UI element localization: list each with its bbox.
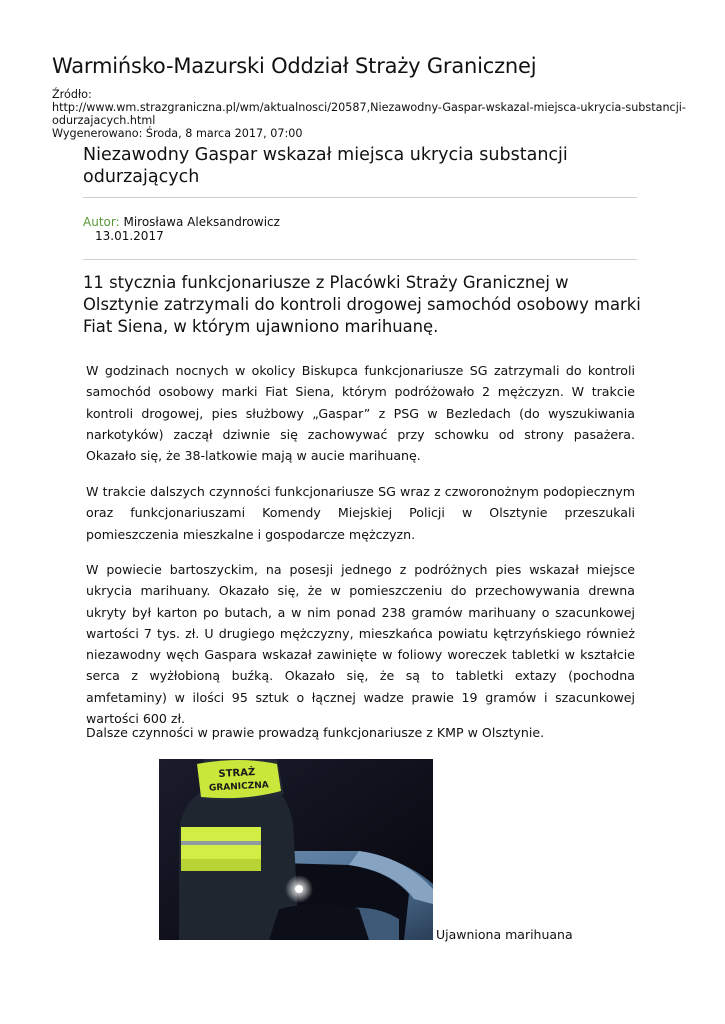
site-title: Warmińsko-Mazurski Oddział Straży Granicznej xyxy=(52,54,537,78)
divider-bottom xyxy=(83,259,637,260)
byline xyxy=(83,215,280,243)
photo-caption: Ujawniona marihuana xyxy=(436,927,573,942)
divider-top xyxy=(83,197,637,198)
paragraph-3: W powiecie bartoszyckim, na posesji jednego z podróżnych pies wskazał miejsce ukrycia marihuany. Okazało się, że w pomieszczeniu do przechowywania drewna ukryty był karton po butach, a w nim ponad 238 gramów marihuany o szacunkowej wartości 7 tys. zł. U drugiego mężczyzny, mieszkańca powiatu kętrzyńskiego również niezawodny węch Gaspara wskazał zawinięte w foliowy woreczek tabletki w kształcie serca z wyżłobioną buźką. Okazało się, że są to tabletki extazy (pochodna amfetaminy) w ilości 95 sztuk o łącznej wadze prawie 19 gramów i szacunkowej wartości 600 zł. xyxy=(86,562,635,727)
source-label: Źródło: xyxy=(52,88,92,101)
source-url-line-2[interactable]: odurzajacych.html xyxy=(52,114,156,127)
source-url-line-1[interactable]: http://www.wm.strazgraniczna.pl/wm/aktualnosci/20587,Niezawodny-Gaspar-wskazal-miejsca-ukrycia-substancji- xyxy=(52,101,686,114)
vest-text-line-1: STRAŻ xyxy=(218,767,256,780)
paragraph-4: Dalsze czynności w prawie prowadzą funkcjonariusze z KMP w Olsztynie. xyxy=(86,725,545,740)
vest-text-line-2: GRANICZNA xyxy=(208,780,270,794)
publish-date: 13.01.2017 xyxy=(95,229,164,243)
paragraph-2: W trakcie dalszych czynności funkcjonariusze SG wraz z czworonożnym podopiecznym oraz funkcjonariuszami Komendy Miejskiej Policji w Olsztynie przeszukali pomieszczenia mieszkalne i gospodarcze mężczyzn. xyxy=(86,484,635,542)
article-photo xyxy=(159,759,433,940)
source-meta xyxy=(52,88,692,140)
article-title: Niezawodny Gaspar wskazał miejsca ukrycia substancji odurzających xyxy=(83,145,568,187)
article-lead: 11 stycznia funkcjonariusze z Placówki Straży Granicznej w Olsztynie zatrzymali do kontroli drogowej samochód osobowy marki Fiat Siena, w którym ujawniono marihuanę. xyxy=(83,273,641,336)
author-label: Autor: xyxy=(83,215,120,229)
paragraph-1: W godzinach nocnych w okolicy Biskupca funkcjonariusze SG zatrzymali do kontroli samochód osobowy marki Fiat Siena, którym podróżowało 2 mężczyzn. W trakcie kontroli drogowej, pies służbowy „Gaspar” z PSG w Bezledach (do wyszukiwania narkotyków) zaczął dziwnie się zachowywać przy schowku od strony pasażera. Okazało się, że 38-latkowie mają w aucie marihuanę. xyxy=(86,363,635,464)
generated-date: Wygenerowano: Środa, 8 marca 2017, 07:00 xyxy=(52,127,303,140)
author-name: Mirosława Aleksandrowicz xyxy=(123,215,280,229)
